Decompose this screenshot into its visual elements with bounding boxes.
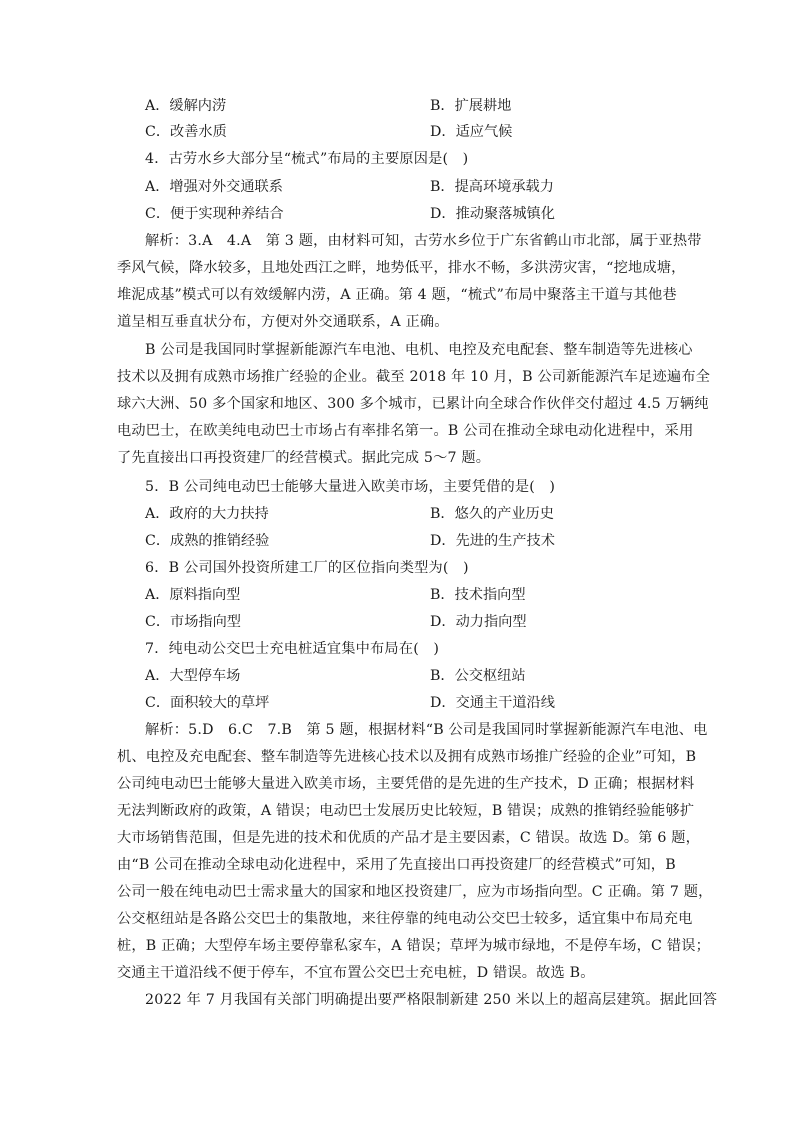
q7-option-row-1	[0, 666, 794, 686]
q6-option-d: D．动力指向型	[430, 614, 527, 630]
q4-option-c: C．便于实现种养结合	[145, 206, 284, 222]
q6-stem: 6．B 公司国外投资所建工厂的区位指向类型为( )	[145, 560, 469, 576]
q4-option-d: D．推动聚落城镇化	[430, 206, 555, 222]
q5-stem: 5．B 公司纯电动巴士能够大量进入欧美市场，主要凭借的是( )	[145, 479, 556, 495]
q4-option-a: A．增强对外交通联系	[145, 179, 283, 195]
q5-option-d: D．先进的生产技术	[430, 533, 555, 549]
q3-option-c: C．改善水质	[145, 124, 227, 140]
analysis1-line: 堆泥成基”模式可以有效缓解内涝，A 正确。第 4 题，“梳式”布局中聚落主干道与其他巷	[117, 287, 677, 303]
q6-option-c: C．市场指向型	[145, 614, 241, 630]
material-line: 了先直接出口再投资建厂的经营模式。据此完成 5～7 题。	[117, 450, 491, 466]
analysis2-line: 大市场销售范围，但是先进的技术和优质的产品才是主要因素，C 错误。故选 D。第 6 题，	[117, 830, 701, 846]
material2-line: 2022 年 7 月我国有关部门明确提出要严格限制新建 250 米以上的超高层建筑。据此回答	[145, 992, 718, 1008]
q3-option-d: D．适应气候	[430, 124, 513, 140]
analysis2-line: 由“B 公司在推动全球电动化进程中，采用了先直接出口再投资建厂的经营模式”可知，B	[117, 857, 676, 873]
analysis2-line: 解析：5.D 6.C 7.B 第 5 题，根据材料“B 公司是我国同时掌握新能源汽车电池、电	[145, 722, 708, 738]
q5-option-row-1	[0, 504, 794, 524]
q3-option-row-2	[0, 122, 794, 142]
analysis2-line: 无法判断政府的政策，A 错误；电动巴士发展历史比较短，B 错误；成熟的推销经验能够扩	[117, 803, 695, 819]
q4-option-row-2	[0, 204, 794, 224]
q7-option-c: C．面积较大的草坪	[145, 695, 270, 711]
q4-option-b: B．提高环境承载力	[430, 179, 554, 195]
analysis2-line: 公交枢纽站是各路公交巴士的集散地，来往停靠的纯电动公交巴士较多，适宜集中布局充电	[117, 911, 693, 927]
analysis1-line: 季风气候，降水较多，且地处西江之畔，地势低平，排水不畅，多洪涝灾害，“挖地成塘，	[117, 260, 686, 276]
material-line: 球六大洲、50 多个国家和地区、300 多个城市，已累计向全球合作伙伴交付超过 4.5 万辆纯	[117, 396, 709, 412]
analysis2-line: 桩，B 正确；大型停车场主要停靠私家车，A 错误；草坪为城市绿地，不是停车场，C 错误；	[117, 938, 710, 954]
q7-option-a: A．大型停车场	[145, 668, 241, 684]
analysis2-line: 公司一般在纯电动巴士需求量大的国家和地区投资建厂，应为市场指向型。C 正确。第 7 题，	[117, 884, 713, 900]
material-line: 技术以及拥有成熟市场推广经验的企业。截至 2018 年 10 月，B 公司新能源汽车足迹遍布全	[117, 369, 711, 385]
analysis1-line: 解析：3.A 4.A 第 3 题，由材料可知，古劳水乡位于广东省鹤山市北部，属于亚热带	[145, 233, 702, 249]
q4-stem: 4．古劳水乡大部分呈“梳式”布局的主要原因是( )	[145, 151, 469, 167]
q6-option-row-2	[0, 612, 794, 632]
q6-option-row-1	[0, 585, 794, 605]
q7-stem: 7．纯电动公交巴士充电桩适宜集中布局在( )	[145, 641, 440, 657]
q3-option-row-1	[0, 96, 794, 116]
q7-option-d: D．交通主干道沿线	[430, 695, 555, 711]
q3-option-a: A．缓解内涝	[145, 98, 227, 114]
analysis1-line: 道呈相互垂直状分布，方便对外交通联系，A 正确。	[117, 314, 449, 330]
q5-option-b: B．悠久的产业历史	[430, 506, 554, 522]
q4-option-row-1	[0, 177, 794, 197]
q5-option-c: C．成熟的推销经验	[145, 533, 270, 549]
analysis2-line: 机、电控及充电配套、整车制造等先进核心技术以及拥有成熟市场推广经验的企业”可知，B	[117, 749, 697, 765]
material-line: 电动巴士，在欧美纯电动巴士市场占有率排名第一。B 公司在推动全球电动化进程中，采用	[117, 423, 694, 439]
analysis2-line: 交通主干道沿线不便于停车，不宜布置公交巴士充电桩，D 错误。故选 B。	[117, 965, 595, 981]
q6-option-a: A．原料指向型	[145, 587, 241, 603]
q5-option-row-2	[0, 531, 794, 551]
q5-option-a: A．政府的大力扶持	[145, 506, 269, 522]
q7-option-b: B．公交枢纽站	[430, 668, 526, 684]
material-line: B 公司是我国同时掌握新能源汽车电池、电机、电控及充电配套、整车制造等先进核心	[145, 342, 693, 358]
q3-option-b: B．扩展耕地	[430, 98, 512, 114]
analysis2-line: 公司纯电动巴士能够大量进入欧美市场，主要凭借的是先进的生产技术，D 正确；根据材料	[117, 776, 695, 792]
q7-option-row-2	[0, 693, 794, 713]
q6-option-b: B．技术指向型	[430, 587, 526, 603]
